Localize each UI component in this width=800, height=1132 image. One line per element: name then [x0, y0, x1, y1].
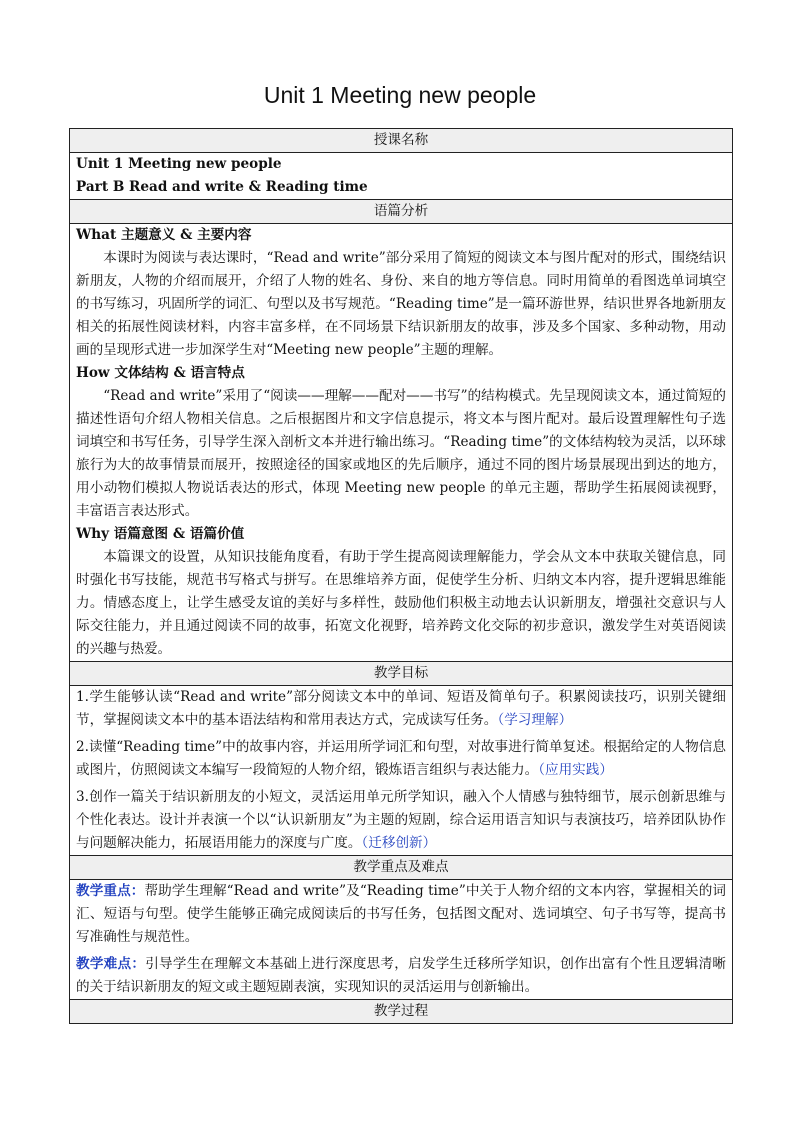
lesson-part-line: Part B Read and write & Reading time	[76, 179, 368, 195]
key-points-header-row	[70, 856, 733, 880]
page-title: Unit 1 Meeting new people	[263, 82, 537, 108]
objective-text: 3.创作一篇关于结识新朋友的小短文，灵活运用单元所学知识，融入个人情感与独特细节，展示创新思维与个性化表达。设计并表演一个以“认识新朋友”为主题的短剧，综合运用语言知识与表演技巧，培养团队协作与问题解决能力，拓展语用能力的深度与广度。	[76, 789, 726, 851]
what-paragraph: 本课时为阅读与表达课时，“Read and write”部分采用了简短的阅读文本与图片配对的形式，围绕结识新朋友，人物的介绍而展开，介绍了人物的姓名、身份、来自的地方等信息。同时用简单的看图选单词填空的书写练习，巩固所学的词汇、句型以及书写规范。“Reading time”是一篇环游世界，结识世界各地新朋友相关的拓展性阅读材料，内容丰富多样，在不同场景下结识新朋友的故事，涉及多个国家、多种动物，用动画的呈现形式进一步加深学生对“Meeting new people”主题的理解。	[76, 250, 726, 358]
objectives-header: 教学目标	[70, 662, 733, 686]
process-header-row	[70, 1000, 733, 1024]
analysis-header-row	[70, 200, 733, 224]
focus-label: 教学重点：	[76, 883, 145, 899]
objective-tag: （学习理解）	[497, 712, 573, 728]
objectives-cell	[70, 686, 733, 856]
focus-paragraph	[76, 880, 726, 949]
how-heading: How 文体结构 & 语言特点	[76, 365, 245, 381]
difficulty-text: 引导学生在理解文本基础上进行深度思考，启发学生迁移所学知识，创作出富有个性且逻辑清晰的关于结识新朋友的短文或主题短剧表演，实现知识的灵活运用与创新输出。	[76, 956, 727, 995]
key-points-header: 教学重点及难点	[70, 856, 733, 880]
objective-text: 2.读懂“Reading time”中的故事内容，并运用所学词汇和句型，对故事进行简单复述。根据给定的人物信息或图片，仿照阅读文本编写一段简短的人物介绍，锻炼语言组织与表达能力。	[76, 739, 726, 778]
objective-text: 1.学生能够认读“Read and write”部分阅读文本中的单词、短语及简单句子。积累阅读技巧，识别关键细节，掌握阅读文本中的基本语法结构和常用表达方式，完成读写任务。	[76, 689, 726, 728]
objective-item-1	[76, 686, 726, 732]
lesson-name-row	[70, 153, 733, 200]
key-points-row	[70, 880, 733, 1000]
why-paragraph: 本篇课文的设置，从知识技能角度看，有助于学生提高阅读理解能力，学会从文本中获取关键信息，同时强化书写技能，规范书写格式与拼写。在思维培养方面，促使学生分析、归纳文本内容，提升逻辑思维能力。情感态度上，让学生感受友谊的美好与多样性，鼓励他们积极主动地去认识新朋友，增强社交意识与人际交往能力，并且通过阅读不同的故事，拓宽文化视野，培养跨文化交际的初步意识，激发学生对英语阅读的兴趣与热爱。	[76, 549, 726, 657]
objective-item-3	[76, 786, 726, 855]
difficulty-paragraph	[76, 953, 726, 999]
why-heading: Why 语篇意图 & 语篇价值	[76, 526, 245, 542]
objectives-header-row	[70, 662, 733, 686]
how-paragraph: “Read and write”采用了“阅读——理解——配对——书写”的结构模式。先呈现阅读文本，通过简短的描述性语句介绍人物相关信息。之后根据图片和文字信息提示，将文本与图片配对。最后设置理解性句子选词填空和书写任务，引导学生深入剖析文本并进行输出练习。“Reading time”的文体结构较为灵活，以环球旅行为大的故事情景而展开，按照途径的国家或地区的先后顺序，通过不同的图片场景展现出到达的地方，用小动物们模拟人物说话表达的形式，体现 Meeting new people 的单元主题，帮助学生拓展阅读视野，丰富语言表达形式。	[76, 388, 726, 519]
objective-tag: （应用实践）	[538, 762, 613, 778]
what-heading: What 主题意义 & 主要内容	[76, 227, 252, 243]
lesson-name-cell	[70, 153, 733, 200]
objective-item-2	[76, 736, 726, 782]
lesson-plan-table	[69, 128, 733, 1024]
process-header: 教学过程	[70, 1000, 733, 1024]
objectives-row	[70, 686, 733, 856]
key-points-cell	[70, 880, 733, 1000]
analysis-row	[70, 224, 733, 662]
lesson-name-header: 授课名称	[70, 129, 733, 153]
analysis-cell	[70, 224, 733, 662]
difficulty-label: 教学难点：	[76, 956, 146, 972]
focus-text: 帮助学生理解“Read and write”及“Reading time”中关于人物介绍的文本内容，掌握相关的词汇、短语与句型。使学生能够正确完成阅读后的书写任务，包括图文配对、选词填空、句子书写等，提高书写准确性与规范性。	[76, 883, 726, 945]
lesson-unit-line: Unit 1 Meeting new people	[76, 156, 282, 172]
analysis-header: 语篇分析	[70, 200, 733, 224]
objective-tag: （迁移创新）	[361, 835, 437, 851]
lesson-header-row	[70, 129, 733, 153]
